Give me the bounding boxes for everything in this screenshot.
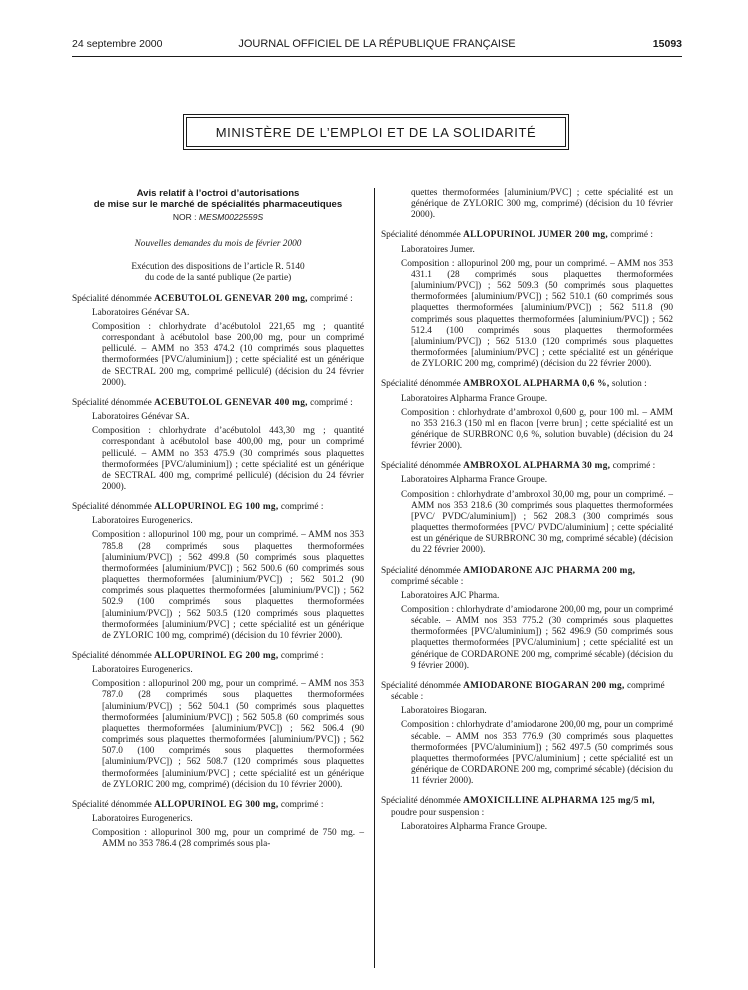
composition: Composition : chlorhydrate d’acébutolol 221,65 mg ; quantité correspondant à acébutolol base 200,00 mg, pour un comprimé pelliculé. – AMM no 353 474.2 (10 comprimés sous plaquettes thermoformées [PVC/aluminium]) ; cette spécialité est un générique de SECTRAL 200 mg, comprimé pelliculé) (décision du 24 février 2000). <box>92 321 364 388</box>
laboratory: Laboratoires Alpharma France Groupe. <box>401 821 548 832</box>
specialty-form: comprimé : <box>310 397 353 408</box>
specialty-prefix: Spécialité dénommée <box>381 796 461 807</box>
nor-code: MESM0022559S <box>198 212 264 222</box>
specialty-heading <box>72 800 364 811</box>
specialty-name: ALLOPURINOL EG 300 mg, <box>154 799 279 810</box>
laboratory: Laboratoires AJC Pharma. <box>401 590 500 601</box>
continued-composition: quettes thermoformées [aluminium/PVC] ; cette spécialité est un générique de ZYLORIC 300 mg, comprimé) (décision du 10 février 2000). <box>411 188 673 221</box>
specialty-prefix: Spécialité dénommée <box>381 565 461 576</box>
specialty-heading <box>381 230 673 241</box>
specialty-heading <box>72 294 364 305</box>
specialty-heading <box>72 651 364 662</box>
notice-title-line1: Avis relatif à l’octroi d’autorisations <box>136 188 300 199</box>
issue-date: 24 septembre 2000 <box>72 38 163 50</box>
page-number: 15093 <box>652 38 682 50</box>
composition: Composition : chlorhydrate d’ambroxol 30,00 mg, pour un comprimé. – AMM nos 353 218.6 (30 comprimés sous plaquettes thermoformées [PVC/ PVDC/aluminium]) ; 562 208.3 (300 comprimés sous plaquettes thermoformées [PVC/ PVDC/aluminium] ; cette spécialité est un générique de SURBRONC 30 mg, comprimé sécable) (décision du 22 février 2000). <box>401 489 673 556</box>
left-entry-list <box>72 294 364 851</box>
specialty-form: comprimé : <box>280 799 324 810</box>
laboratory: Laboratoires Eurogenerics. <box>92 665 193 676</box>
specialty-heading <box>72 398 364 409</box>
ministry-banner <box>186 117 566 147</box>
specialty-prefix: Spécialité dénommée <box>381 379 461 390</box>
right-column <box>381 188 673 833</box>
specialty-name: AMIODARONE AJC PHARMA 200 mg, <box>463 565 636 576</box>
specialty-name: AMBROXOL ALPHARMA 0,6 %, <box>463 379 610 390</box>
composition: Composition : allopurinol 200 mg, pour un comprimé. – AMM nos 353 787.0 (28 comprimés sous plaquettes thermoformées [aluminium/PVC]) ; 562 504.1 (50 comprimés sous plaquettes thermoformées [aluminium/PVC]) ; 562 505.8 (60 comprimés sous plaquettes thermoformées [aluminium/PVC]) ; 562 506.4 (90 comprimés sous plaquettes thermoformées [aluminium/PVC]) ; 562 507.0 (100 comprimés sous plaquettes thermoformées [aluminium/PVC]) ; 562 508.7 (120 comprimés sous plaquettes thermoformées [aluminium/PVC] ; cette spécialité est un générique de ZYLORIC 200 mg, comprimé) (décision du 10 février 2000). <box>92 679 364 790</box>
specialty-name: AMIODARONE BIOGARAN 200 mg, <box>463 680 625 691</box>
composition: Composition : chlorhydrate d’amiodarone 200,00 mg, pour un comprimé sécable. – AMM nos 353 776.9 (30 comprimés sous plaquettes thermoformées [PVC/aluminium]) ; 562 497.5 (50 comprimés sous plaquettes thermoformées [PVC/aluminium] ; cette spécialité est un générique de CORDARONE 200 mg, comprimé sécable) (décision du 11 février 2000). <box>401 720 673 787</box>
execution-line1: Exécution des dispositions de l’article R. 5140 <box>131 262 305 273</box>
running-header <box>72 38 682 52</box>
execution-line2: du code de la santé publique (2e partie) <box>144 273 292 284</box>
specialty-prefix: Spécialité dénommée <box>72 651 152 661</box>
laboratory: Laboratoires Biogaran. <box>401 706 487 717</box>
specialty-prefix: Spécialité dénommée <box>72 502 152 513</box>
composition: Composition : chlorhydrate d’acébutolol 443,30 mg ; quantité correspondant à acébutolol base 400,00 mg, pour un comprimé pelliculé. – AMM no 353 475.9 (30 comprimés sous plaquettes thermoformées [PVC/aluminium]) ; cette spécialité est un générique de SECTRAL 400 mg, comprimé pelliculé) (décision du 24 février 2000). <box>92 426 364 492</box>
specialty-prefix: Spécialité dénommée <box>72 799 152 810</box>
specialty-heading <box>381 379 673 390</box>
laboratory: Laboratoires Génévar SA. <box>92 412 190 423</box>
specialty-name: AMBROXOL ALPHARMA 30 mg, <box>463 461 611 472</box>
left-column <box>72 188 364 851</box>
journal-title: JOURNAL OFFICIEL DE LA RÉPUBLIQUE FRANÇAISE <box>238 38 516 50</box>
composition: Composition : allopurinol 100 mg, pour un comprimé. – AMM nos 353 785.8 (28 comprimés sous plaquettes thermoformées [aluminium/PVC]) ; 562 499.8 (50 comprimés sous plaquettes thermoformées [aluminium/PVC]) ; 562 500.6 (60 comprimés sous plaquettes thermoformées [aluminium/PVC]) ; 562 501.2 (90 comprimés sous plaquettes thermoformées [aluminium/PVC]) ; 562 502.9 (100 comprimés sous plaquettes thermoformées [aluminium/PVC]) ; 562 503.5 (120 comprimés sous plaquettes thermoformées [aluminium/PVC] ; cette spécialité est un générique de ZYLORIC 100 mg, comprimé) (décision du 10 février 2000). <box>92 530 364 641</box>
composition: Composition : allopurinol 200 mg, pour un comprimé. – AMM nos 353 431.1 (28 comprimés sous plaquettes thermoformées [aluminium/PVC]) ; 562 509.3 (50 comprimés sous plaquettes thermoformées [aluminium/PVC]) ; 562 510.1 (60 comprimés sous plaquettes thermoformées [aluminium/PVC]) ; 562 511.8 (90 comprimés sous plaquettes thermoformées [aluminium/PVC]) ; 562 512.4 (100 comprimés sous plaquettes thermoformées [aluminium/PVC]) ; 562 513.0 (120 comprimés sous plaquettes thermoformées [aluminium/PVC] ; cette spécialité est un générique de ZYLORIC 200 mg, comprimé) (décision du 22 février 2000). <box>401 258 673 370</box>
specialty-form: poudre pour suspension : <box>391 807 485 818</box>
specialty-name: AMOXICILLINE ALPHARMA 125 mg/5 ml, <box>463 796 655 807</box>
specialty-form: comprimé : <box>280 651 324 661</box>
specialty-prefix: Spécialité dénommée <box>72 397 152 408</box>
notice-subtitle: Nouvelles demandes du mois de février 2000 <box>134 239 302 250</box>
laboratory: Laboratoires Eurogenerics. <box>92 516 193 527</box>
header-rule <box>72 56 682 57</box>
specialty-heading <box>381 461 673 472</box>
specialty-form: comprimé sécable : <box>391 576 464 587</box>
specialty-heading <box>381 796 673 818</box>
specialty-form: solution : <box>611 379 647 390</box>
ministry-title: MINISTÈRE DE L’EMPLOI ET DE LA SOLIDARITÉ <box>215 124 537 140</box>
specialty-prefix: Spécialité dénommée <box>381 230 461 241</box>
nor-label: NOR : <box>172 212 197 222</box>
laboratory: Laboratoires Eurogenerics. <box>92 814 193 825</box>
specialty-name: ALLOPURINOL EG 100 mg, <box>154 502 279 513</box>
laboratory: Laboratoires Alpharma France Groupe. <box>401 393 548 404</box>
laboratory: Laboratoires Alpharma France Groupe. <box>401 475 548 486</box>
specialty-name: ACEBUTOLOL GENEVAR 200 mg, <box>154 293 308 304</box>
specialty-prefix: Spécialité dénommée <box>381 680 461 691</box>
column-separator <box>374 188 375 968</box>
specialty-form: comprimé : <box>612 461 656 472</box>
specialty-form: comprimé sécable : <box>391 680 665 703</box>
notice-title-line2: de mise sur le marché de spécialités pharmaceutiques <box>93 199 343 210</box>
composition: Composition : allopurinol 300 mg, pour un comprimé de 750 mg. – AMM no 353 786.4 (28 comprimés sous pla- <box>92 828 364 850</box>
specialty-heading <box>381 681 673 703</box>
laboratory: Laboratoires Génévar SA. <box>92 307 190 318</box>
composition: Composition : chlorhydrate d’amiodarone 200,00 mg, pour un comprimé sécable. – AMM nos 353 775.2 (30 comprimés sous plaquettes thermoformées [PVC/aluminium]) ; 562 496.9 (50 comprimés sous plaquettes thermoformées [PVC/aluminium] ; cette spécialité est un générique de CORDARONE 200 mg, comprimé sécable) (décision du 9 février 2000). <box>401 605 673 671</box>
specialty-form: comprimé : <box>310 293 353 304</box>
right-entry-list <box>381 230 673 832</box>
specialty-name: ALLOPURINOL JUMER 200 mg, <box>463 230 609 241</box>
specialty-prefix: Spécialité dénommée <box>72 293 152 304</box>
composition: Composition : chlorhydrate d’ambroxol 0,600 g, pour 100 ml. – AMM no 353 216.3 (150 ml en flacon [verre brun] ; cette spécialité est un générique de SURBRONC 0,6 %, solution buvable) (décision du 24 février 2000). <box>401 407 673 452</box>
specialty-heading <box>72 502 364 513</box>
specialty-form: comprimé : <box>280 502 324 513</box>
specialty-prefix: Spécialité dénommée <box>381 461 461 472</box>
specialty-form: comprimé : <box>610 230 653 241</box>
specialty-name: ACEBUTOLOL GENEVAR 400 mg, <box>154 397 308 408</box>
laboratory: Laboratoires Jumer. <box>401 244 475 255</box>
specialty-name: ALLOPURINOL EG 200 mg, <box>154 651 279 661</box>
specialty-heading <box>381 566 673 588</box>
nor-reference <box>72 212 364 223</box>
